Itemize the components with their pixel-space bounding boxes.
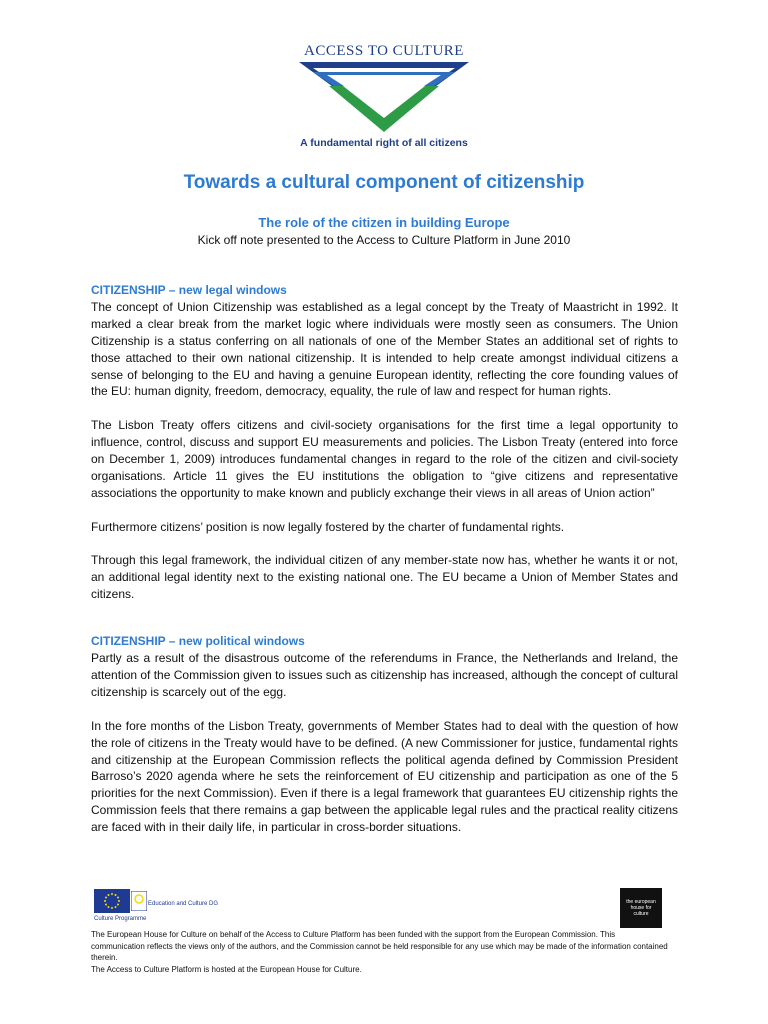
paragraph: In the fore months of the Lisbon Treaty, governments of Member States had to deal with the question of how the role of citizens in the Treaty would have to be defined. (A new Commissioner for justice, fundamental rights and citizenship at the European Commission reflects the political agenda defined by Commission President Barroso’s 2020 agenda where he sets the reinforcement of EU citizenship and participation as one of the 5 priorities for the next Commission). Even if there is a legal framework that guarantees EU citizenship rights the Commission feels that there remains a gap between the applicable legal rules and the practical reality citizens are faced with in their daily life, in particular in cross-border situations. bbox=[91, 718, 678, 835]
section-heading-political: CITIZENSHIP – new political windows bbox=[91, 634, 305, 649]
hosting-note: The Access to Culture Platform is hosted at the European House for Culture. bbox=[91, 964, 362, 974]
logo-title: ACCESS TO CULTURE bbox=[304, 43, 464, 59]
access-to-culture-logo bbox=[0, 42, 768, 142]
kickoff-note: Kick off note presented to the Access to Culture Platform in June 2010 bbox=[197, 233, 571, 247]
funding-disclaimer bbox=[91, 929, 671, 975]
paragraph: Partly as a result of the disastrous outcome of the referendums in France, the Netherlands and Ireland, the attention of the Commission given to issues such as citizenship has increased, although the concept of cultural citizenship is scarcely out of the egg. bbox=[91, 651, 678, 699]
section-heading-legal: CITIZENSHIP – new legal windows bbox=[91, 283, 287, 297]
page-subtitle: The role of the citizen in building Europe bbox=[258, 215, 510, 230]
disclaimer-text: The European House for Culture on behalf of the Access to Culture Platform has been funded with the support from the European Commission. This communication reflects the views only of the authors, and the Commission cannot be held responsible for any use which may be made of the information contained therein. bbox=[91, 930, 668, 962]
chevron-logo-icon bbox=[299, 62, 469, 142]
paragraph: Through this legal framework, the individual citizen of any member-state now has, whether he wants it or not, an additional legal identity next to the existing national one. The EU became a Union of Member States and citizens. bbox=[91, 553, 678, 602]
page-title: Towards a cultural component of citizenship bbox=[183, 172, 585, 193]
document-body bbox=[91, 282, 678, 836]
european-house-for-culture-logo bbox=[620, 888, 662, 928]
logo-tagline: A fundamental right of all citizens bbox=[300, 137, 468, 149]
paragraph: The concept of Union Citizenship was established as a legal concept by the Treaty of Maastricht in 1992. It marked a clear break from the market logic where individuals were mostly seen as consumers. The Union Citizenship is a status conferring on all nationals of one of the Member States an additional set of rights to those attached to their own national citizenship. It is intended to help create amongst individual citizens a sense of belonging to the EU and having a genuine European identity, reflecting the core founding values of the EU: human dignity, freedom, democracy, equality, the rule of law and respect for human rights. bbox=[91, 299, 678, 399]
house-logo-text: the european house for culture bbox=[626, 899, 656, 917]
culture-programme-label: Culture Programme bbox=[94, 916, 147, 922]
eu-flag-icon bbox=[94, 889, 130, 913]
paragraph: The Lisbon Treaty offers citizens and civil-society organisations for the first time a legal opportunity to influence, control, discuss and support EU measurements and policies. The Lisbon Treaty (entered into force on December 1, 2009) introduces fundamental changes in regard to the role of the citizen and civil-society organisations. Article 11 gives the EU institutions the obligation to “give citizens and representative associations the opportunity to make known and publicly exchange their views in all areas of Union action” bbox=[91, 418, 678, 500]
paragraph: Furthermore citizens’ position is now legally fostered by the charter of fundamental rights. bbox=[91, 519, 565, 534]
eu-commission-icon bbox=[131, 891, 147, 911]
eu-dg-label: Education and Culture DG bbox=[148, 901, 219, 907]
